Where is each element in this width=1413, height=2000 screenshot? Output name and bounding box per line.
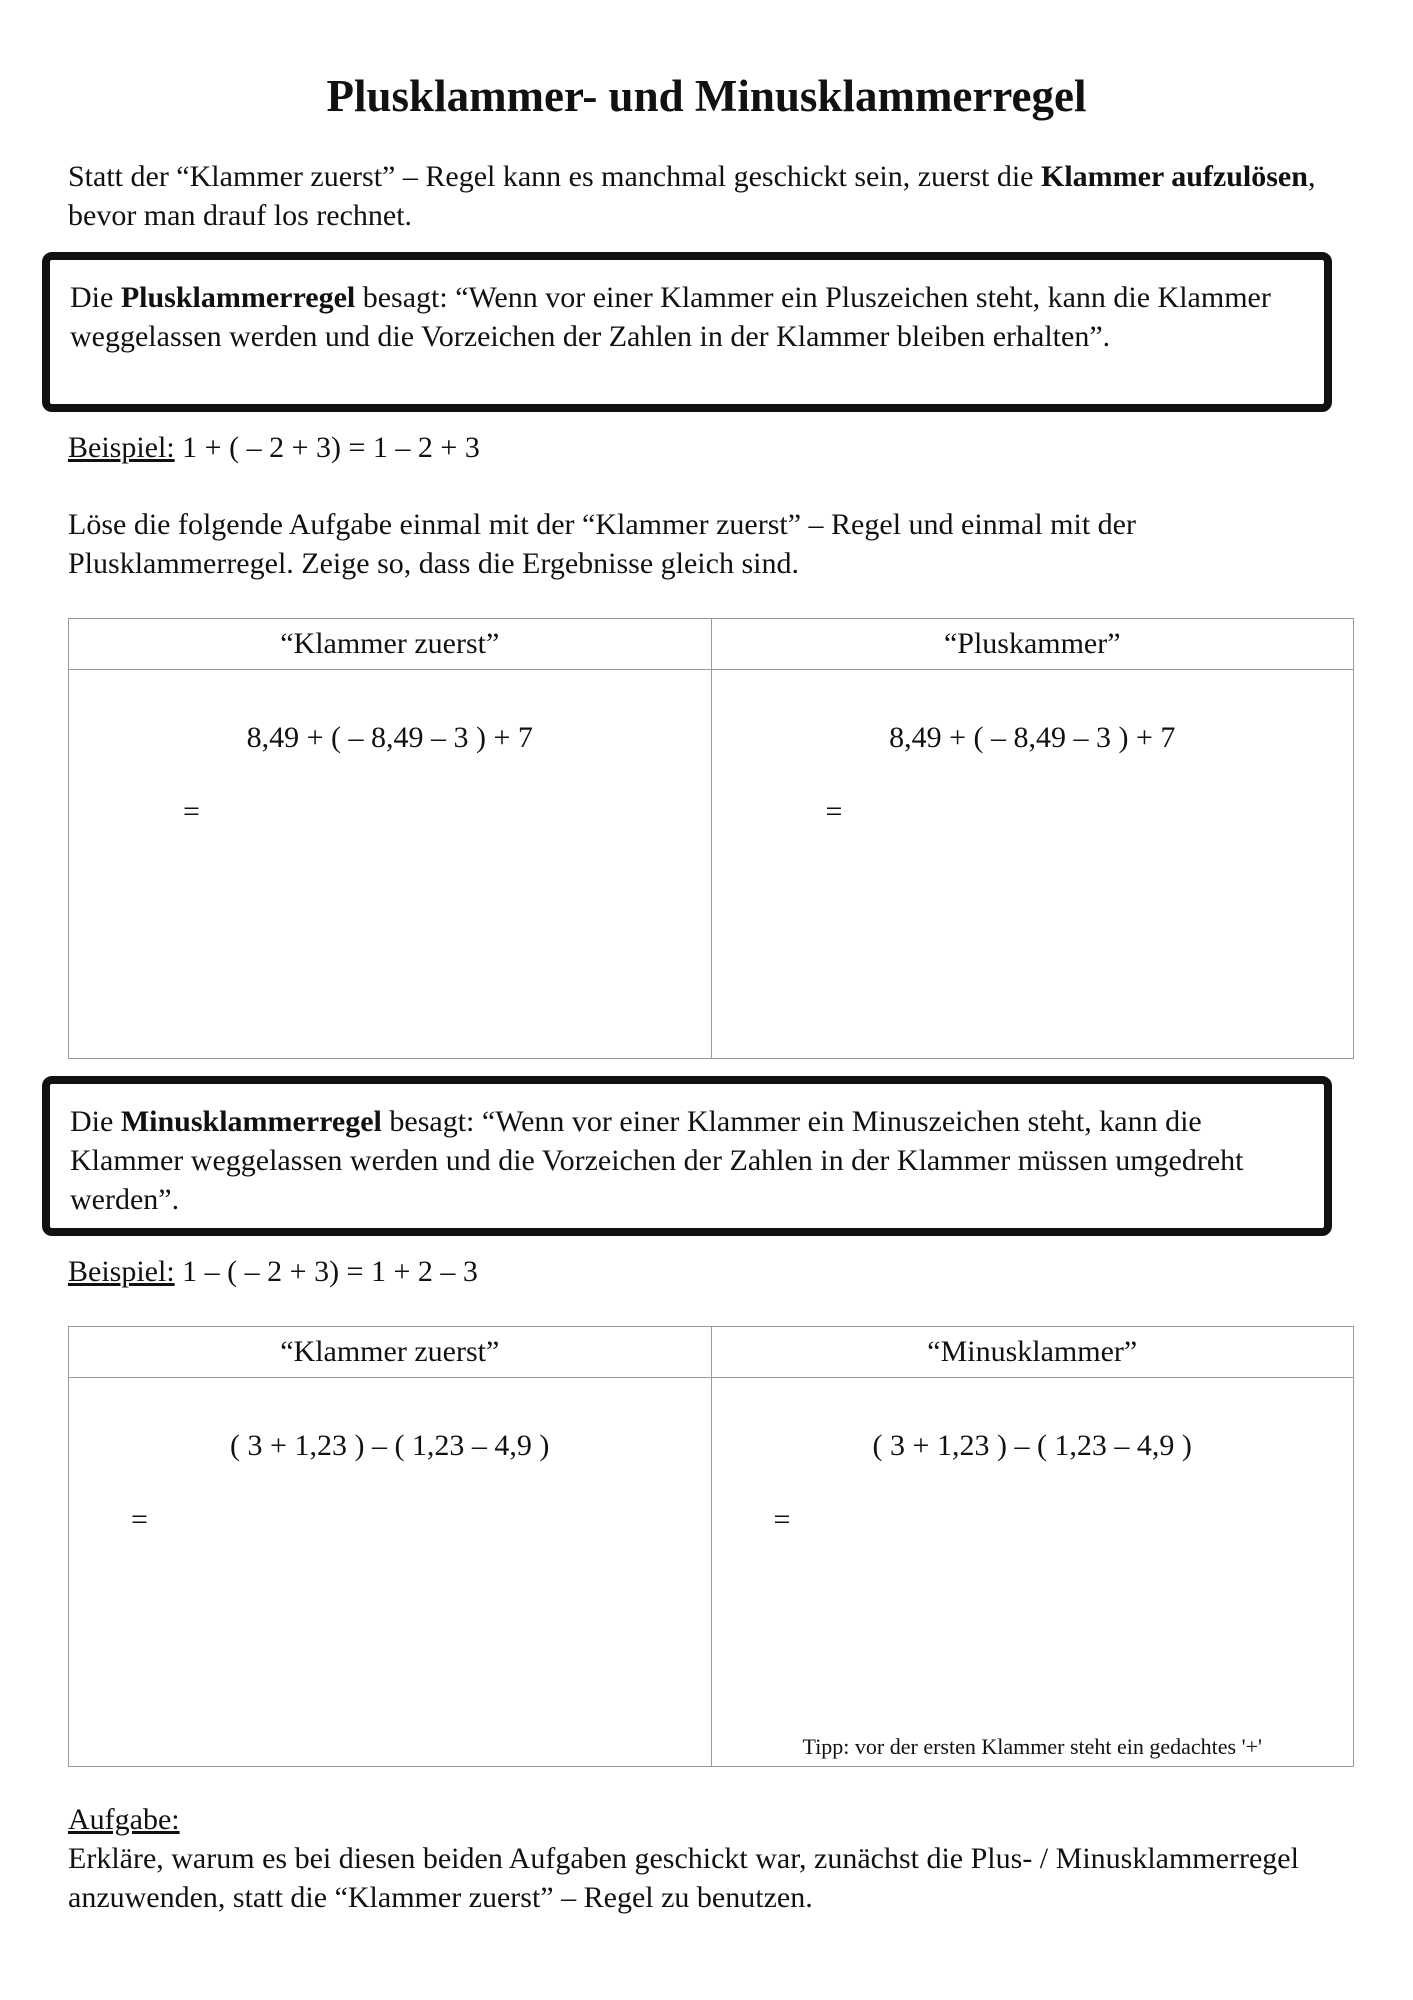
plus-task-paragraph: Löse die folgende Aufgabe einmal mit der “Klammer zuerst” – Regel und einmal mit der Plusklammerregel. Zeige so, dass die Ergebnisse gleich sind.: [68, 508, 1136, 580]
table-work-row: [69, 1378, 1354, 1767]
minus-tip-note: Tipp: vor der ersten Klammer steht ein gedachtes '+': [802, 1734, 1262, 1759]
plus-rule-box: [42, 252, 1332, 412]
plus-work-cell-left[interactable]: [69, 670, 712, 1059]
plus-work-table: [68, 618, 1354, 1059]
minus-expression-right: ( 3 + 1,23 ) – ( 1,23 – 4,9 ): [872, 1429, 1192, 1462]
plus-equals-left: =: [183, 795, 200, 828]
minus-example-label: Beispiel:: [68, 1255, 175, 1288]
plus-rule-text: besagt: “Wenn vor einer Klammer ein Pluszeichen steht, kann die Klammer weggelassen werden und die Vorzeichen der Zahlen in der Klammer bleiben erhalten”.: [70, 281, 1271, 353]
plus-expression-right: 8,49 + ( – 8,49 – 3 ) + 7: [889, 721, 1176, 754]
minus-rule-box: [42, 1076, 1332, 1236]
minus-equals-left: =: [131, 1503, 148, 1536]
final-task-paragraph: [68, 1800, 1348, 1917]
final-task-label: Aufgabe:: [68, 1803, 180, 1836]
plus-table-header-left: “Klammer zuerst”: [69, 619, 712, 670]
plus-expression-left: 8,49 + ( – 8,49 – 3 ) + 7: [246, 721, 533, 754]
table-work-row: [69, 670, 1354, 1059]
minus-table-header-left: “Klammer zuerst”: [69, 1327, 712, 1378]
plus-example: [68, 428, 1348, 467]
minus-example-text: 1 – ( – 2 + 3) = 1 + 2 – 3: [174, 1255, 478, 1288]
plus-example-label: Beispiel:: [68, 431, 175, 464]
intro-bold-text: Klammer aufzulösen: [1041, 160, 1308, 193]
minus-table-header-right: “Minusklammer”: [711, 1327, 1354, 1378]
plus-example-text: 1 + ( – 2 + 3) = 1 – 2 + 3: [174, 431, 480, 464]
plus-table-header-right: “Pluskammer”: [711, 619, 1354, 670]
minus-rule-text: besagt: “Wenn vor einer Klammer ein Minuszeichen steht, kann die Klammer weggelassen werden und die Vorzeichen der Zahlen in der Klammer müssen umgedreht werden”.: [70, 1105, 1244, 1216]
minus-rule-prefix: Die: [70, 1105, 121, 1138]
minus-work-cell-left[interactable]: [69, 1378, 712, 1767]
plus-rule-prefix: Die: [70, 281, 121, 314]
minus-equals-right: =: [773, 1503, 791, 1536]
minus-example: [68, 1252, 1348, 1291]
table-header-row: [69, 1327, 1354, 1378]
intro-text-end: , bevor man drauf los rechnet.: [68, 160, 1316, 232]
final-task-text: Erkläre, warum es bei diesen beiden Aufgaben geschickt war, zunächst die Plus- / Minusklammerregel anzuwenden, statt die “Klammer zuerst” – Regel zu benutzen.: [68, 1842, 1299, 1914]
minus-expression-left: ( 3 + 1,23 ) – ( 1,23 – 4,9 ): [230, 1429, 550, 1462]
minus-rule-term: Minusklammerregel: [120, 1105, 382, 1138]
plus-work-cell-right[interactable]: [711, 670, 1354, 1059]
plus-equals-right: =: [825, 795, 843, 828]
minus-work-table: [68, 1326, 1354, 1767]
intro-text-start: Statt der “Klammer zuerst” – Regel kann es manchmal geschickt sein, zuerst die: [68, 160, 1041, 193]
page-title: Plusklammer- und Minusklammerregel: [326, 71, 1087, 121]
intro-paragraph: [68, 157, 1348, 235]
table-header-row: [69, 619, 1354, 670]
plus-rule-term: Plusklammerregel: [120, 281, 356, 314]
minus-work-cell-right[interactable]: [711, 1378, 1354, 1767]
